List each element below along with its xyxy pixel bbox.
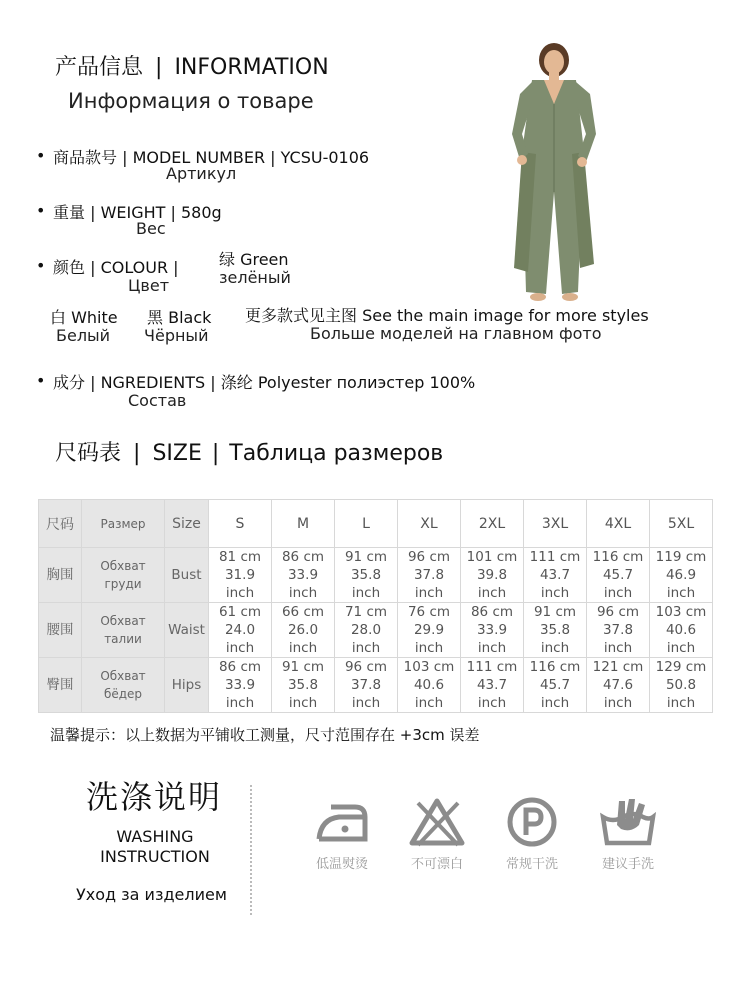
- size-table: [38, 499, 713, 713]
- row-label-ru: Обхват бёдер: [82, 658, 165, 713]
- cm-value: 71 cm: [344, 604, 388, 620]
- inch-value: 39.8 inch: [476, 567, 508, 601]
- ingredients-ru: Состав: [128, 391, 187, 410]
- cm-value: 86 cm: [470, 604, 514, 620]
- cm-value: 76 cm: [407, 604, 451, 620]
- measure-cell: [335, 603, 398, 658]
- inch-value: 33.9 inch: [224, 677, 256, 711]
- info-heading-cn: 产品信息: [55, 55, 144, 80]
- size-table-header-cell: Size: [165, 500, 209, 548]
- inch-value: 37.8 inch: [413, 567, 445, 601]
- measure-cell: [461, 548, 524, 603]
- size-table-row-hips: [39, 658, 713, 713]
- measure-cell: [524, 548, 587, 603]
- cm-value: 81 cm: [218, 549, 262, 565]
- measure-cell: [398, 603, 461, 658]
- inch-value: 29.9 inch: [413, 622, 445, 656]
- care-item-bleach: [397, 795, 477, 872]
- bullet-ingredients: •: [36, 371, 46, 390]
- size-table-row-bust: [39, 548, 713, 603]
- washing-title-en: WASHING INSTRUCTION: [100, 827, 210, 866]
- model-number: 商品款号 | MODEL NUMBER | YCSU-0106: [53, 148, 370, 167]
- measure-cell: [209, 658, 272, 713]
- measure-cell: [461, 658, 524, 713]
- bullet-weight: •: [36, 201, 46, 220]
- size-table-header-cell: 尺码: [39, 500, 82, 548]
- inch-value: 24.0 inch: [224, 622, 256, 656]
- info-heading-ru: Информация о товаре: [68, 89, 314, 113]
- colour-black-ru: Чёрный: [144, 326, 209, 345]
- cm-value: 96 cm: [407, 549, 451, 565]
- size-table-header-cell: L: [335, 500, 398, 548]
- washing-divider: [250, 785, 252, 915]
- care-item-dry-clean: [492, 795, 572, 872]
- inch-value: 37.8 inch: [350, 677, 382, 711]
- cm-value: 91 cm: [533, 604, 577, 620]
- measure-cell: [272, 603, 335, 658]
- size-table-header-cell: M: [272, 500, 335, 548]
- colour: 颜色 | COLOUR |: [53, 258, 179, 277]
- measure-cell: [398, 658, 461, 713]
- measure-cell: [398, 548, 461, 603]
- cm-value: 111 cm: [466, 659, 518, 675]
- ingredients: 成分 | NGREDIENTS | 涤纶 Polyester полиэстер 100%: [53, 373, 476, 392]
- inch-value: 28.0 inch: [350, 622, 382, 656]
- cm-value: 111 cm: [529, 549, 581, 565]
- measure-cell: [461, 603, 524, 658]
- inch-value: 45.7 inch: [539, 677, 571, 711]
- inch-value: 45.7 inch: [602, 567, 634, 601]
- row-label-cn: 胸围: [39, 548, 82, 603]
- inch-value: 31.9 inch: [224, 567, 256, 601]
- row-label-cn: 臀围: [39, 658, 82, 713]
- info-heading-separator: |: [155, 55, 163, 80]
- size-table-header-cell: S: [209, 500, 272, 548]
- size-heading: [55, 436, 443, 467]
- inch-value: 50.8 inch: [665, 677, 697, 711]
- size-heading-separator-2: |: [211, 441, 220, 466]
- inch-value: 46.9 inch: [665, 567, 697, 601]
- weight: 重量 | WEIGHT | 580g: [53, 203, 222, 222]
- care-label: 不可漂白: [410, 857, 463, 872]
- info-heading: [55, 50, 329, 81]
- more-styles-note-ru: Больше моделей на главном фото: [310, 324, 602, 343]
- row-label-ru: Обхват груди: [82, 548, 165, 603]
- measure-cell: [524, 603, 587, 658]
- measure-cell: [209, 548, 272, 603]
- cm-value: 66 cm: [281, 604, 325, 620]
- cm-value: 86 cm: [218, 659, 262, 675]
- inch-value: 40.6 inch: [665, 622, 697, 656]
- measure-cell: [587, 603, 650, 658]
- cm-value: 129 cm: [655, 659, 707, 675]
- cm-value: 96 cm: [344, 659, 388, 675]
- measure-cell: [209, 603, 272, 658]
- colour-green: 绿 Green: [219, 250, 289, 269]
- measure-cell: [650, 658, 713, 713]
- inch-value: 33.9 inch: [287, 567, 319, 601]
- measure-cell: [272, 658, 335, 713]
- product-photo: [492, 42, 608, 304]
- care-item-iron: [302, 795, 382, 872]
- measure-cell: [650, 603, 713, 658]
- do-not-bleach-icon: [406, 795, 468, 849]
- weight-ru: Вес: [136, 219, 166, 238]
- inch-value: 40.6 inch: [413, 677, 445, 711]
- row-label-ru: Обхват талии: [82, 603, 165, 658]
- inch-value: 35.8 inch: [350, 567, 382, 601]
- measure-cell: [587, 658, 650, 713]
- measure-cell: [272, 548, 335, 603]
- bullet-model: •: [36, 146, 46, 165]
- cm-value: 121 cm: [592, 659, 644, 675]
- row-label-cn: 腰围: [39, 603, 82, 658]
- cm-value: 103 cm: [655, 604, 707, 620]
- cm-value: 116 cm: [592, 549, 644, 565]
- size-table-header-cell: 5XL: [650, 500, 713, 548]
- hand-wash-icon: [597, 795, 659, 849]
- care-label: 建议手洗: [601, 857, 654, 872]
- colour-ru: Цвет: [128, 276, 170, 295]
- row-label-en: Waist: [165, 603, 209, 658]
- model-number-ru: Артикул: [166, 164, 237, 183]
- colour-black: 黑 Black: [147, 308, 212, 327]
- cm-value: 61 cm: [218, 604, 262, 620]
- size-table-header-cell: 4XL: [587, 500, 650, 548]
- inch-value: 33.9 inch: [476, 622, 508, 656]
- colour-white: 白 White: [50, 308, 118, 327]
- inch-value: 35.8 inch: [539, 622, 571, 656]
- size-table-header-cell: 2XL: [461, 500, 524, 548]
- measure-cell: [335, 658, 398, 713]
- cm-value: 116 cm: [529, 659, 581, 675]
- more-styles-note: 更多款式见主图 See the main image for more styles: [245, 306, 649, 325]
- size-table-header-row: [39, 500, 713, 548]
- care-item-hand-wash: [588, 795, 668, 872]
- cm-value: 103 cm: [403, 659, 455, 675]
- measure-cell: [650, 548, 713, 603]
- care-label: 低温熨烫: [315, 857, 368, 872]
- inch-value: 47.6 inch: [602, 677, 634, 711]
- cm-value: 91 cm: [281, 659, 325, 675]
- measurement-tip: 温馨提示：以上数据为平铺收工测量，尺寸范围存在 +3cm 误差: [50, 726, 480, 744]
- cm-value: 96 cm: [596, 604, 640, 620]
- inch-value: 43.7 inch: [476, 677, 508, 711]
- inch-value: 43.7 inch: [539, 567, 571, 601]
- size-heading-cn: 尺码表: [55, 441, 122, 466]
- inch-value: 26.0 inch: [287, 622, 319, 656]
- colour-white-ru: Белый: [56, 326, 111, 345]
- measure-cell: [335, 548, 398, 603]
- cm-value: 119 cm: [655, 549, 707, 565]
- regular-dry-clean-icon: [501, 795, 563, 849]
- size-heading-ru: Таблица размеров: [229, 441, 444, 466]
- inch-value: 35.8 inch: [287, 677, 319, 711]
- washing-title-ru: Уход за изделием: [76, 885, 227, 904]
- info-heading-en: INFORMATION: [174, 55, 329, 80]
- colour-green-ru: зелёный: [219, 268, 291, 287]
- measure-cell: [524, 658, 587, 713]
- size-table-header-cell: 3XL: [524, 500, 587, 548]
- bullet-colour: •: [36, 256, 46, 275]
- size-heading-en: SIZE: [152, 441, 202, 466]
- low-temperature-iron-icon: [311, 795, 373, 849]
- size-table-header-cell: XL: [398, 500, 461, 548]
- measure-cell: [587, 548, 650, 603]
- row-label-en: Hips: [165, 658, 209, 713]
- cm-value: 101 cm: [466, 549, 518, 565]
- inch-value: 37.8 inch: [602, 622, 634, 656]
- care-label: 常规干洗: [505, 857, 558, 872]
- row-label-en: Bust: [165, 548, 209, 603]
- cm-value: 91 cm: [344, 549, 388, 565]
- cm-value: 86 cm: [281, 549, 325, 565]
- size-table-header-cell: Размер: [82, 500, 165, 548]
- washing-title-cn: 洗涤说明: [86, 778, 223, 816]
- size-table-row-waist: [39, 603, 713, 658]
- size-heading-separator-1: |: [133, 441, 141, 466]
